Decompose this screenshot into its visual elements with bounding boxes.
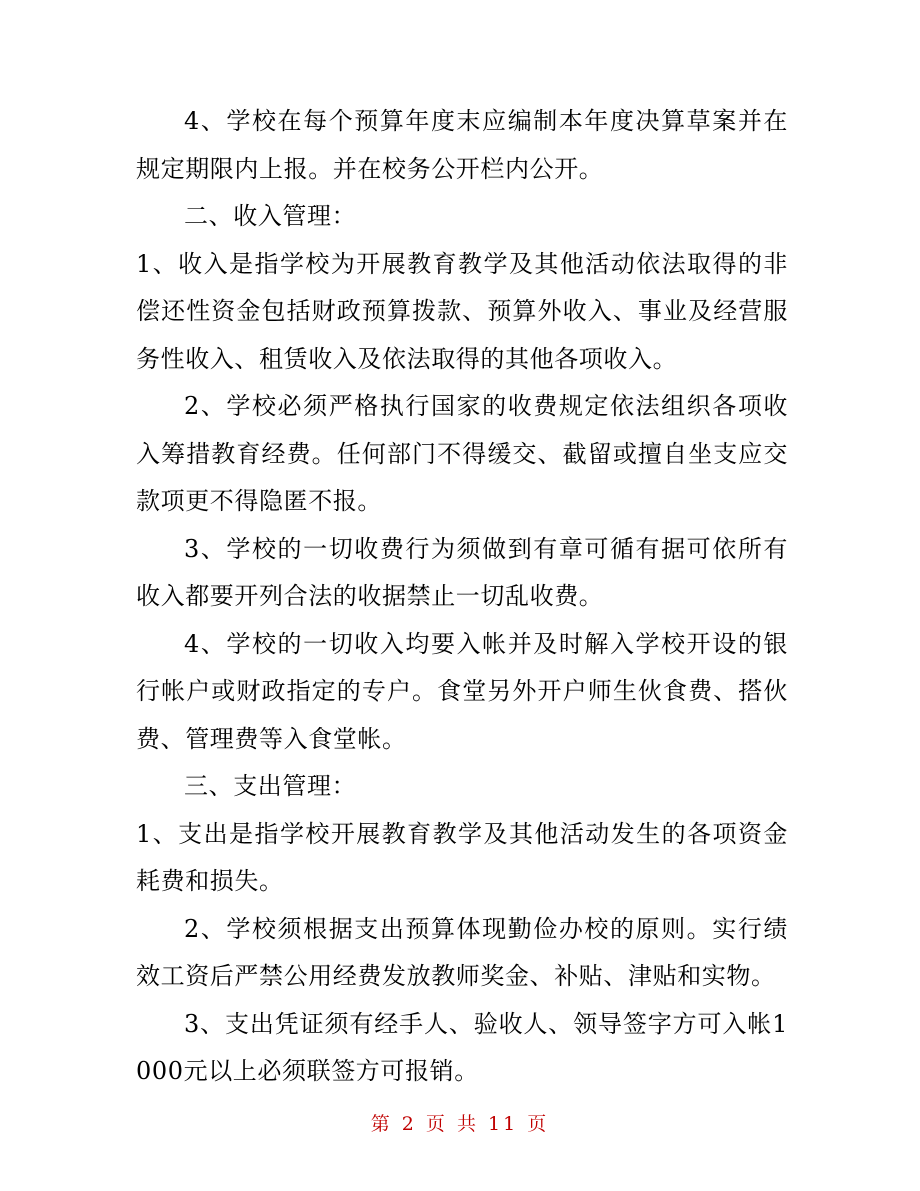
document-body [136,98,788,1096]
paragraph: 3、学校的一切收费行为须做到有章可循有据可依所有收入都要开列合法的收据禁止一切乱收费。 [136,534,788,610]
paragraph: 3、支出凭证须有经手人、验收人、领导签字方可入帐1000元以上必须联签方可报销。 [136,1009,788,1085]
paragraph: 2、学校必须严格执行国家的收费规定依法组织各项收入筹措教育经费。任何部门不得缓交、截留或擅自坐支应交款项更不得隐匿不报。 [136,392,788,515]
paragraph: 2、学校须根据支出预算体现勤俭办校的原则。实行绩效工资后严禁公用经费发放教师奖金、补贴、津贴和实物。 [136,914,788,990]
paragraph: 4、学校的一切收入均要入帐并及时解入学校开设的银行帐户或财政指定的专户。食堂另外开户师生伙食费、搭伙费、管理费等入食堂帐。 [136,629,788,753]
section-heading: 二、收入管理： [184,202,357,230]
page-footer [0,1112,920,1136]
paragraph: 4、学校在每个预算年度末应编制本年度决算草案并在规定期限内上报。并在校务公开栏内公开。 [136,107,788,183]
paragraph: 1、支出是指学校开展教育教学及其他活动发生的各项资金耗费和损失。 [136,819,788,895]
paragraph: 1、收入是指学校为开展教育教学及其他活动依法取得的非偿还性资金包括财政预算拨款、预算外收入、事业及经营服务性收入、租赁收入及依法取得的其他各项收入。 [136,249,788,373]
page-number-label: 第 2 页 共 11 页 [370,1113,550,1135]
section-heading: 三、支出管理： [184,772,357,800]
